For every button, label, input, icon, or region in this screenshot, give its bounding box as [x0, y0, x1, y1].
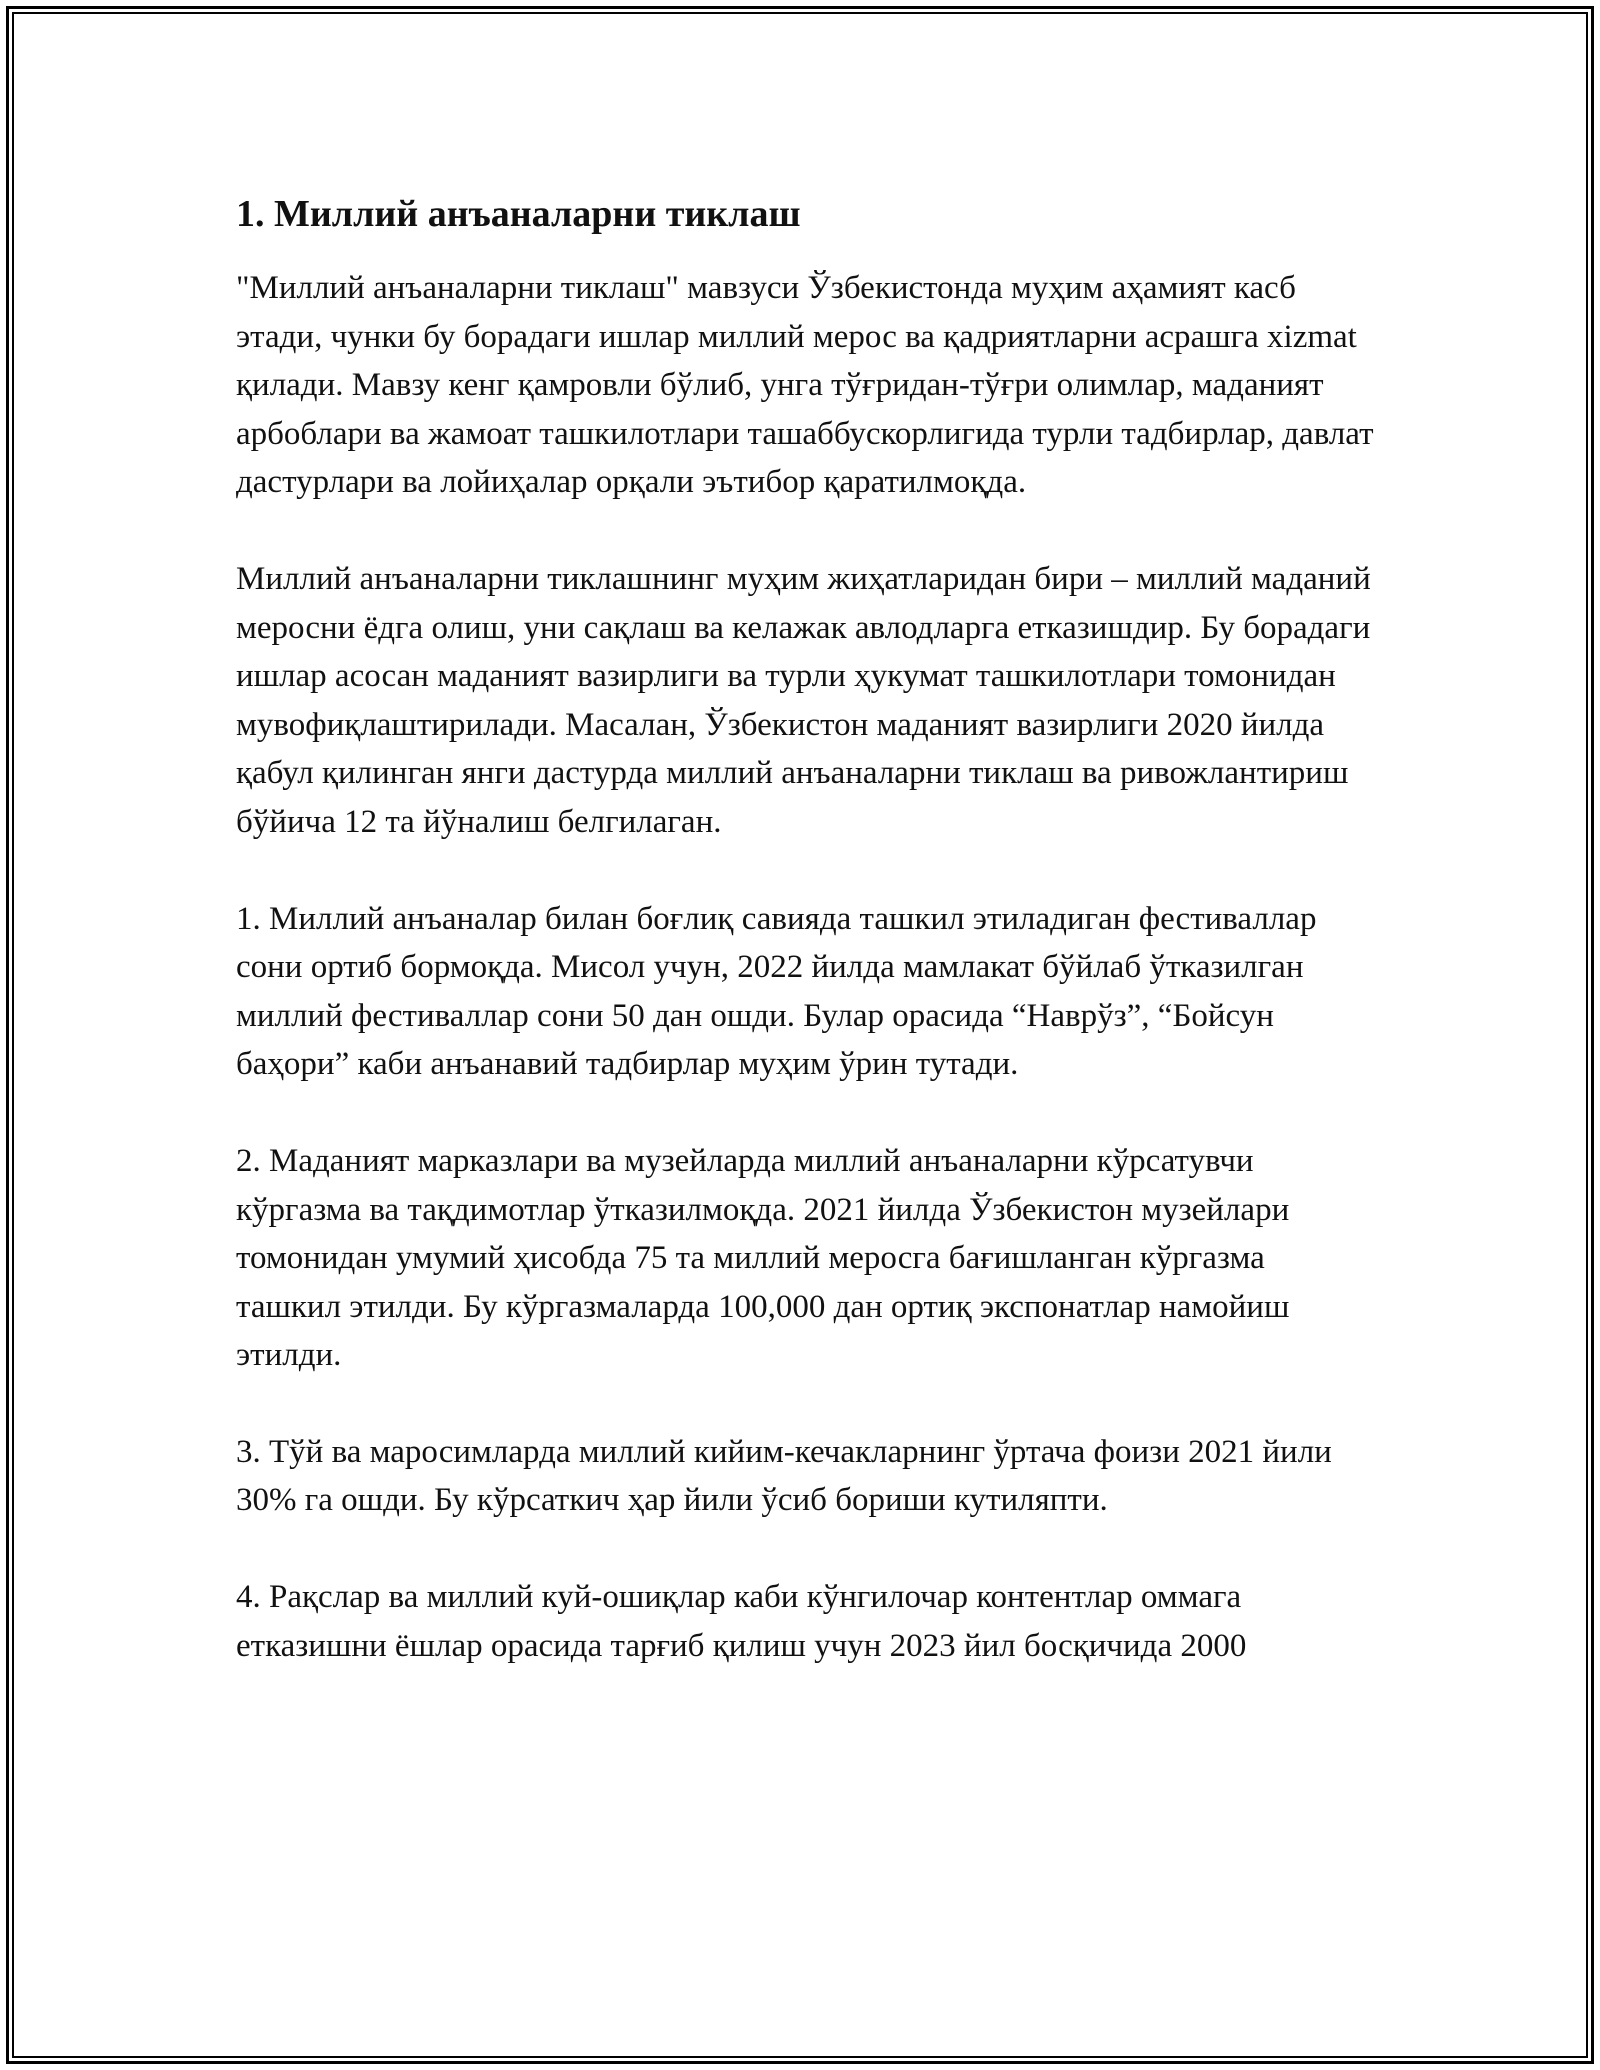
list-item-museums: 2. Маданият марказлари ва музейларда миллий анъаналарни кўрсатувчи кўргазма ва тақдимотлар ўтказилмоқда. 2021 йилда Ўзбекистон музейлари томонидан умумий ҳисобда 75 та миллий меросга бағишланган кўргазма ташкил этилди. Бу кўргазмаларда 100,000 дан ортиқ экспонатлар намойиш этилди.: [236, 1142, 1290, 1374]
section-heading: 1. Миллий анъаналарни тиклаш: [236, 193, 801, 235]
list-item-festivals: 1. Миллий анъаналар билан боғлиқ савияда ташкил этиладиган фестиваллар сони ортиб бормоқда. Мисол учун, 2022 йилда мамлакат бўйлаб ўтказилган миллий фестиваллар сони 50 дан ошди. Булар орасида “Наврўз”, “Бойсун баҳори” каби анъанавий тадбирлар муҳим ўрин тутади.: [236, 900, 1317, 1083]
document-body: [236, 186, 1376, 1718]
list-item-clothing: 3. Тўй ва маросимларда миллий кийим-кечакларнинг ўртача фоизи 2021 йили 30% га ошди. Бу кўрсаткич ҳар йили ўсиб бориши кутиляпти.: [236, 1433, 1332, 1519]
list-item-dances: 4. Рақслар ва миллий куй-ошиқлар каби кўнгилочар контентлар оммага етказишни ёшлар орасида тарғиб қилиш учун 2023 йил босқичида 2000: [236, 1579, 1247, 1664]
paragraph-intro: "Миллий анъаналарни тиклаш" мавзуси Ўзбекистонда муҳим аҳамият касб этади, чунки бу борадаги ишлар миллий мерос ва қадриятларни асрашга xizmat қилади. Мавзу кенг қамровли бўлиб, унга тўғридан-тўғри олимлар, маданият арбоблари ва жамоат ташкилотлари ташаббускорлигида турли тадбирлар, давлат дастурлари ва лойиҳалар орқали эътибор қаратилмоқда.: [236, 270, 1374, 501]
paragraph-heritage: Миллий анъаналарни тиклашнинг муҳим жиҳатларидан бири – миллий маданий меросни ёдга олиш, уни сақлаш ва келажак авлодларга етказишдир. Бу борадаги ишлар асосан маданият вазирлиги ва турли ҳукумат ташкилотлари томонидан мувофиқлаштирилади. Масалан, Ўзбекистон маданият вазирлиги 2020 йилда қабул қилинган янги дастурда миллий анъаналарни тиклаш ва ривожлантириш бўйича 12 та йўналиш белгилаган.: [236, 560, 1371, 840]
